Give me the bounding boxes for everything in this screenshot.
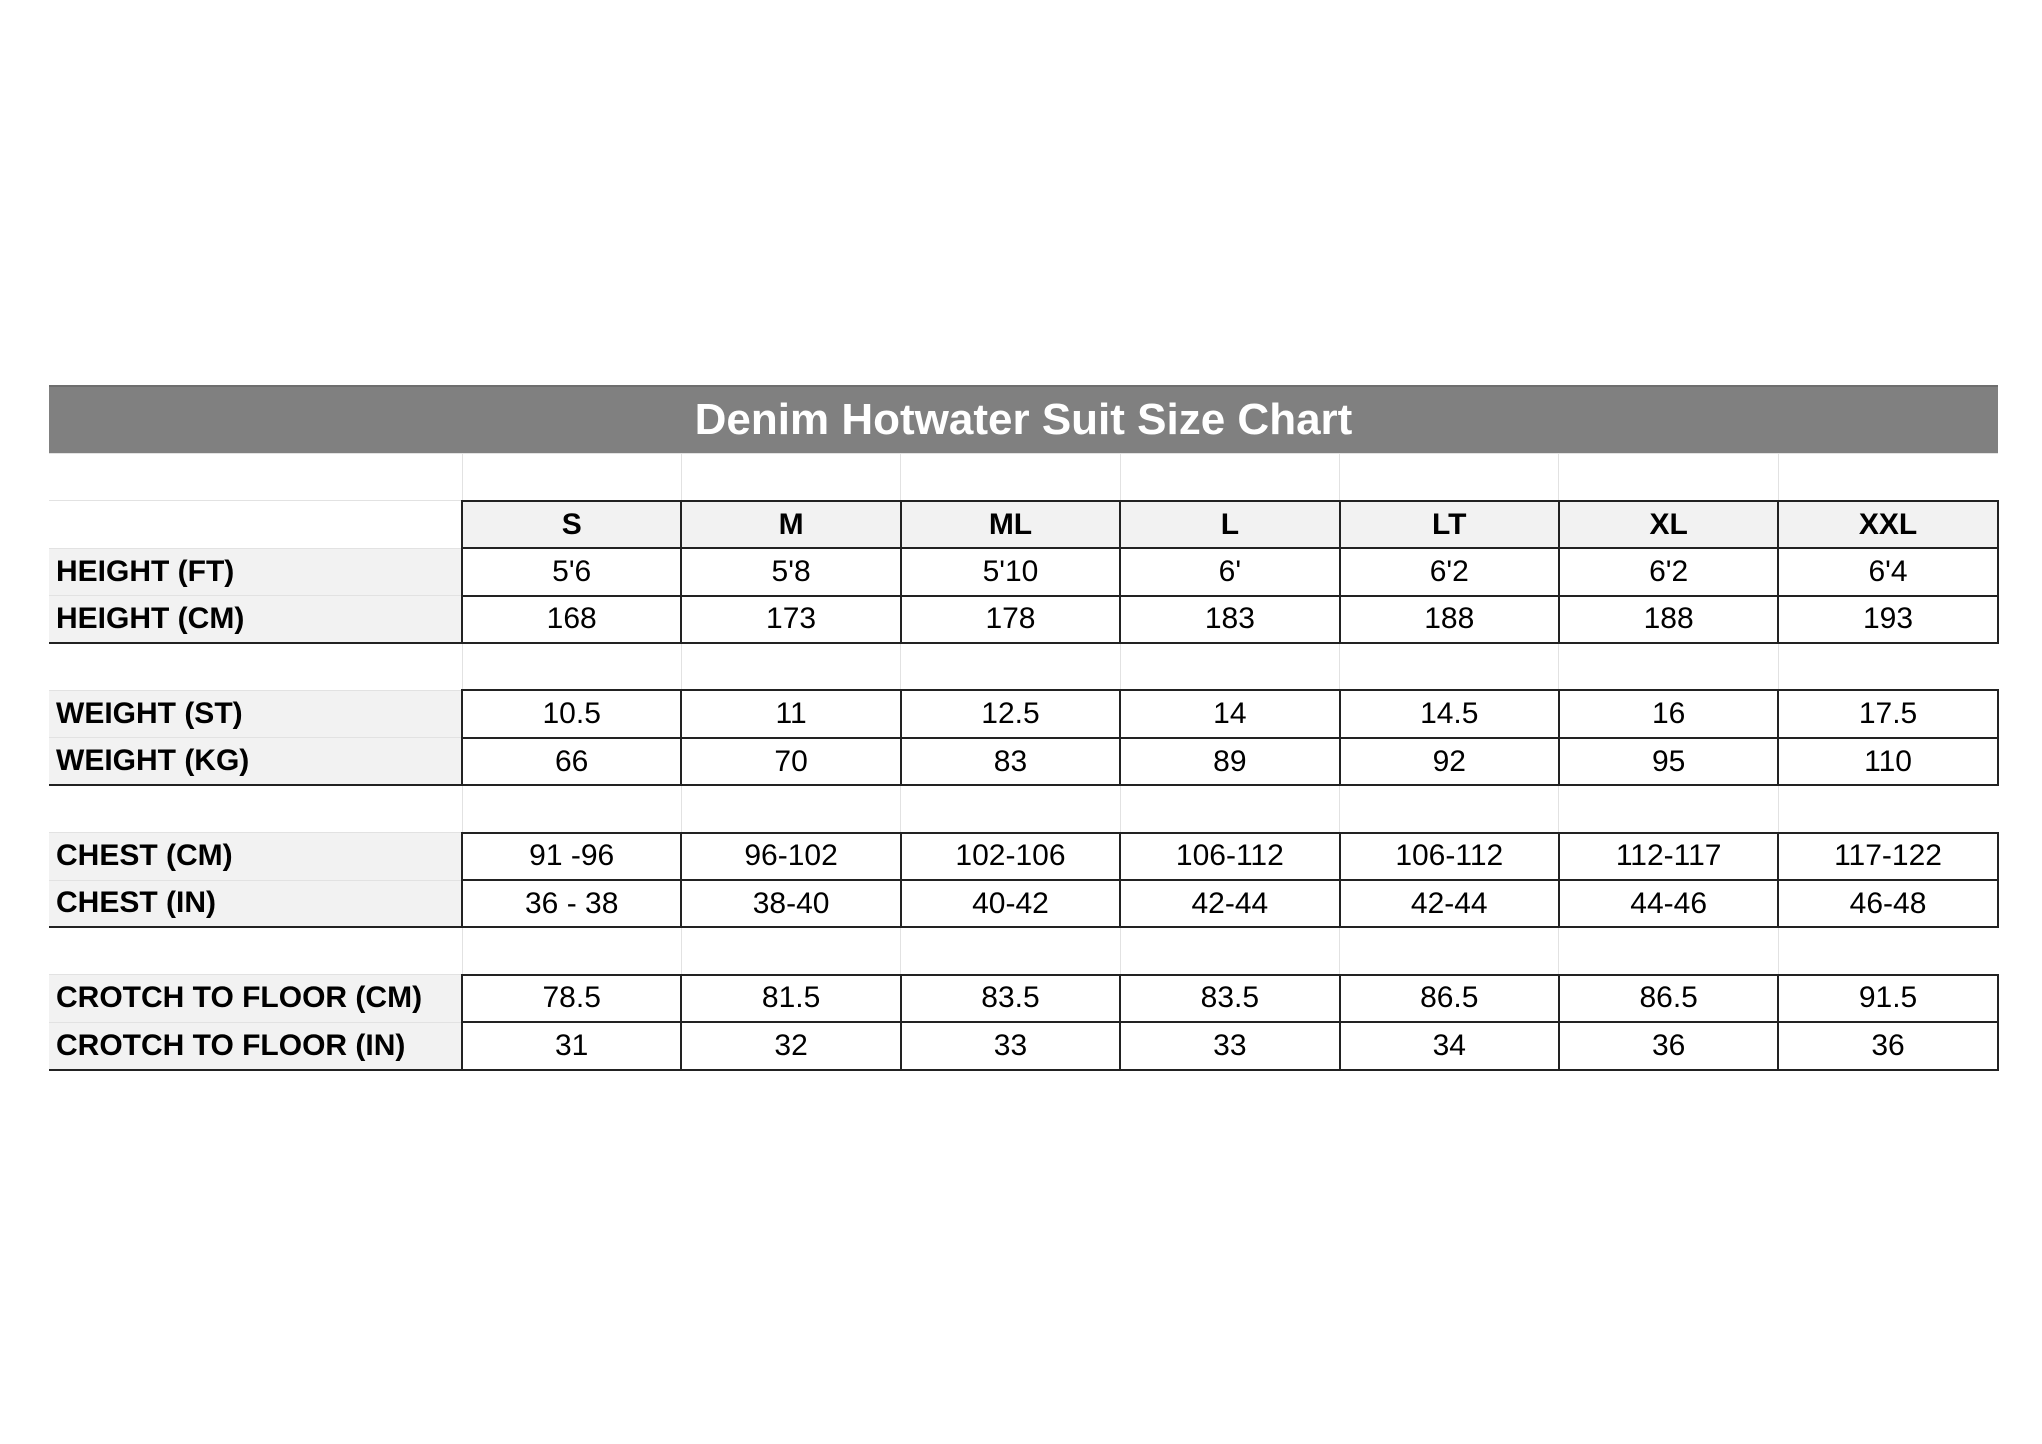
size-header-row <box>49 501 1998 548</box>
measurement-value-s: 66 <box>462 738 681 785</box>
measurement-value-m: 11 <box>681 690 900 737</box>
measurement-value-xxl: 6'4 <box>1778 548 1997 595</box>
empty-cell <box>49 927 462 974</box>
measurement-value-l: 33 <box>1120 1022 1339 1069</box>
measurement-value-s: 5'6 <box>462 548 681 595</box>
measurement-value-xl: 36 <box>1559 1022 1778 1069</box>
size-table <box>49 453 1999 1071</box>
measurement-value-xl: 16 <box>1559 690 1778 737</box>
spacer-row <box>49 454 1998 501</box>
measurement-value-lt: 86.5 <box>1340 975 1559 1022</box>
measurement-value-ml: 102-106 <box>901 833 1120 880</box>
measurement-label: CHEST (CM) <box>49 833 462 880</box>
size-header-xl: XL <box>1559 501 1778 548</box>
size-chart <box>49 385 1998 1071</box>
measurement-value-lt: 188 <box>1340 596 1559 643</box>
empty-cell <box>49 785 462 832</box>
size-header-l: L <box>1120 501 1339 548</box>
measurement-value-ml: 83.5 <box>901 975 1120 1022</box>
measurement-label: WEIGHT (ST) <box>49 690 462 737</box>
measurement-value-lt: 14.5 <box>1340 690 1559 737</box>
header-corner-cell <box>49 501 462 548</box>
measurement-value-m: 173 <box>681 596 900 643</box>
measurement-value-xxl: 36 <box>1778 1022 1997 1069</box>
measurement-value-xxl: 117-122 <box>1778 833 1997 880</box>
measurement-value-xl: 44-46 <box>1559 880 1778 927</box>
measurement-value-xxl: 110 <box>1778 738 1997 785</box>
measurement-value-m: 32 <box>681 1022 900 1069</box>
empty-cell <box>901 927 1120 974</box>
measurement-value-l: 42-44 <box>1120 880 1339 927</box>
measurement-value-lt: 42-44 <box>1340 880 1559 927</box>
measurement-value-s: 36 - 38 <box>462 880 681 927</box>
measurement-value-l: 89 <box>1120 738 1339 785</box>
empty-cell <box>1340 643 1559 690</box>
measurement-value-s: 31 <box>462 1022 681 1069</box>
empty-cell <box>1340 927 1559 974</box>
measurement-value-ml: 83 <box>901 738 1120 785</box>
empty-cell <box>462 454 681 501</box>
measurement-label: WEIGHT (KG) <box>49 738 462 785</box>
measurement-value-lt: 106-112 <box>1340 833 1559 880</box>
chart-title: Denim Hotwater Suit Size Chart <box>49 385 1998 453</box>
empty-cell <box>901 643 1120 690</box>
measurement-value-lt: 92 <box>1340 738 1559 785</box>
empty-cell <box>462 643 681 690</box>
empty-cell <box>1559 643 1778 690</box>
measurement-value-l: 83.5 <box>1120 975 1339 1022</box>
measurement-row <box>49 880 1998 927</box>
group-spacer-row <box>49 927 1998 974</box>
measurement-row <box>49 975 1998 1022</box>
empty-cell <box>681 927 900 974</box>
empty-cell <box>462 927 681 974</box>
empty-cell <box>1778 785 1997 832</box>
measurement-value-l: 14 <box>1120 690 1339 737</box>
measurement-value-lt: 6'2 <box>1340 548 1559 595</box>
measurement-value-xl: 95 <box>1559 738 1778 785</box>
empty-cell <box>681 785 900 832</box>
empty-cell <box>1559 454 1778 501</box>
measurement-value-ml: 40-42 <box>901 880 1120 927</box>
measurement-value-xxl: 46-48 <box>1778 880 1997 927</box>
measurement-value-l: 106-112 <box>1120 833 1339 880</box>
measurement-value-ml: 12.5 <box>901 690 1120 737</box>
size-header-ml: ML <box>901 501 1120 548</box>
measurement-value-s: 10.5 <box>462 690 681 737</box>
measurement-value-ml: 33 <box>901 1022 1120 1069</box>
measurement-value-m: 96-102 <box>681 833 900 880</box>
measurement-label: HEIGHT (CM) <box>49 596 462 643</box>
empty-cell <box>1120 643 1339 690</box>
measurement-value-lt: 34 <box>1340 1022 1559 1069</box>
measurement-value-xl: 188 <box>1559 596 1778 643</box>
measurement-value-m: 81.5 <box>681 975 900 1022</box>
measurement-value-xl: 112-117 <box>1559 833 1778 880</box>
measurement-row <box>49 738 1998 785</box>
measurement-value-xl: 86.5 <box>1559 975 1778 1022</box>
measurement-row <box>49 596 1998 643</box>
measurement-value-s: 168 <box>462 596 681 643</box>
measurement-value-s: 91 -96 <box>462 833 681 880</box>
size-table-body <box>49 454 1998 1070</box>
measurement-value-m: 5'8 <box>681 548 900 595</box>
empty-cell <box>1559 785 1778 832</box>
group-spacer-row <box>49 643 1998 690</box>
measurement-value-xxl: 193 <box>1778 596 1997 643</box>
empty-cell <box>462 785 681 832</box>
measurement-value-l: 6' <box>1120 548 1339 595</box>
measurement-value-ml: 178 <box>901 596 1120 643</box>
empty-cell <box>901 785 1120 832</box>
empty-cell <box>1778 643 1997 690</box>
measurement-value-xl: 6'2 <box>1559 548 1778 595</box>
measurement-value-xxl: 17.5 <box>1778 690 1997 737</box>
measurement-label: CROTCH TO FLOOR (IN) <box>49 1022 462 1069</box>
empty-cell <box>901 454 1120 501</box>
empty-cell <box>1340 785 1559 832</box>
empty-cell <box>1120 785 1339 832</box>
measurement-row <box>49 690 1998 737</box>
group-spacer-row <box>49 785 1998 832</box>
measurement-value-l: 183 <box>1120 596 1339 643</box>
empty-cell <box>1559 927 1778 974</box>
measurement-value-xxl: 91.5 <box>1778 975 1997 1022</box>
measurement-row <box>49 548 1998 595</box>
measurement-value-m: 38-40 <box>681 880 900 927</box>
empty-cell <box>1778 927 1997 974</box>
measurement-label: HEIGHT (FT) <box>49 548 462 595</box>
measurement-value-s: 78.5 <box>462 975 681 1022</box>
measurement-value-ml: 5'10 <box>901 548 1120 595</box>
measurement-value-m: 70 <box>681 738 900 785</box>
empty-cell <box>1120 454 1339 501</box>
size-header-lt: LT <box>1340 501 1559 548</box>
size-header-xxl: XXL <box>1778 501 1997 548</box>
measurement-row <box>49 833 1998 880</box>
empty-cell <box>49 454 462 501</box>
size-header-s: S <box>462 501 681 548</box>
measurement-row <box>49 1022 1998 1069</box>
empty-cell <box>1340 454 1559 501</box>
size-header-m: M <box>681 501 900 548</box>
empty-cell <box>49 643 462 690</box>
empty-cell <box>1778 454 1997 501</box>
measurement-label: CROTCH TO FLOOR (CM) <box>49 975 462 1022</box>
measurement-label: CHEST (IN) <box>49 880 462 927</box>
empty-cell <box>1120 927 1339 974</box>
empty-cell <box>681 643 900 690</box>
empty-cell <box>681 454 900 501</box>
